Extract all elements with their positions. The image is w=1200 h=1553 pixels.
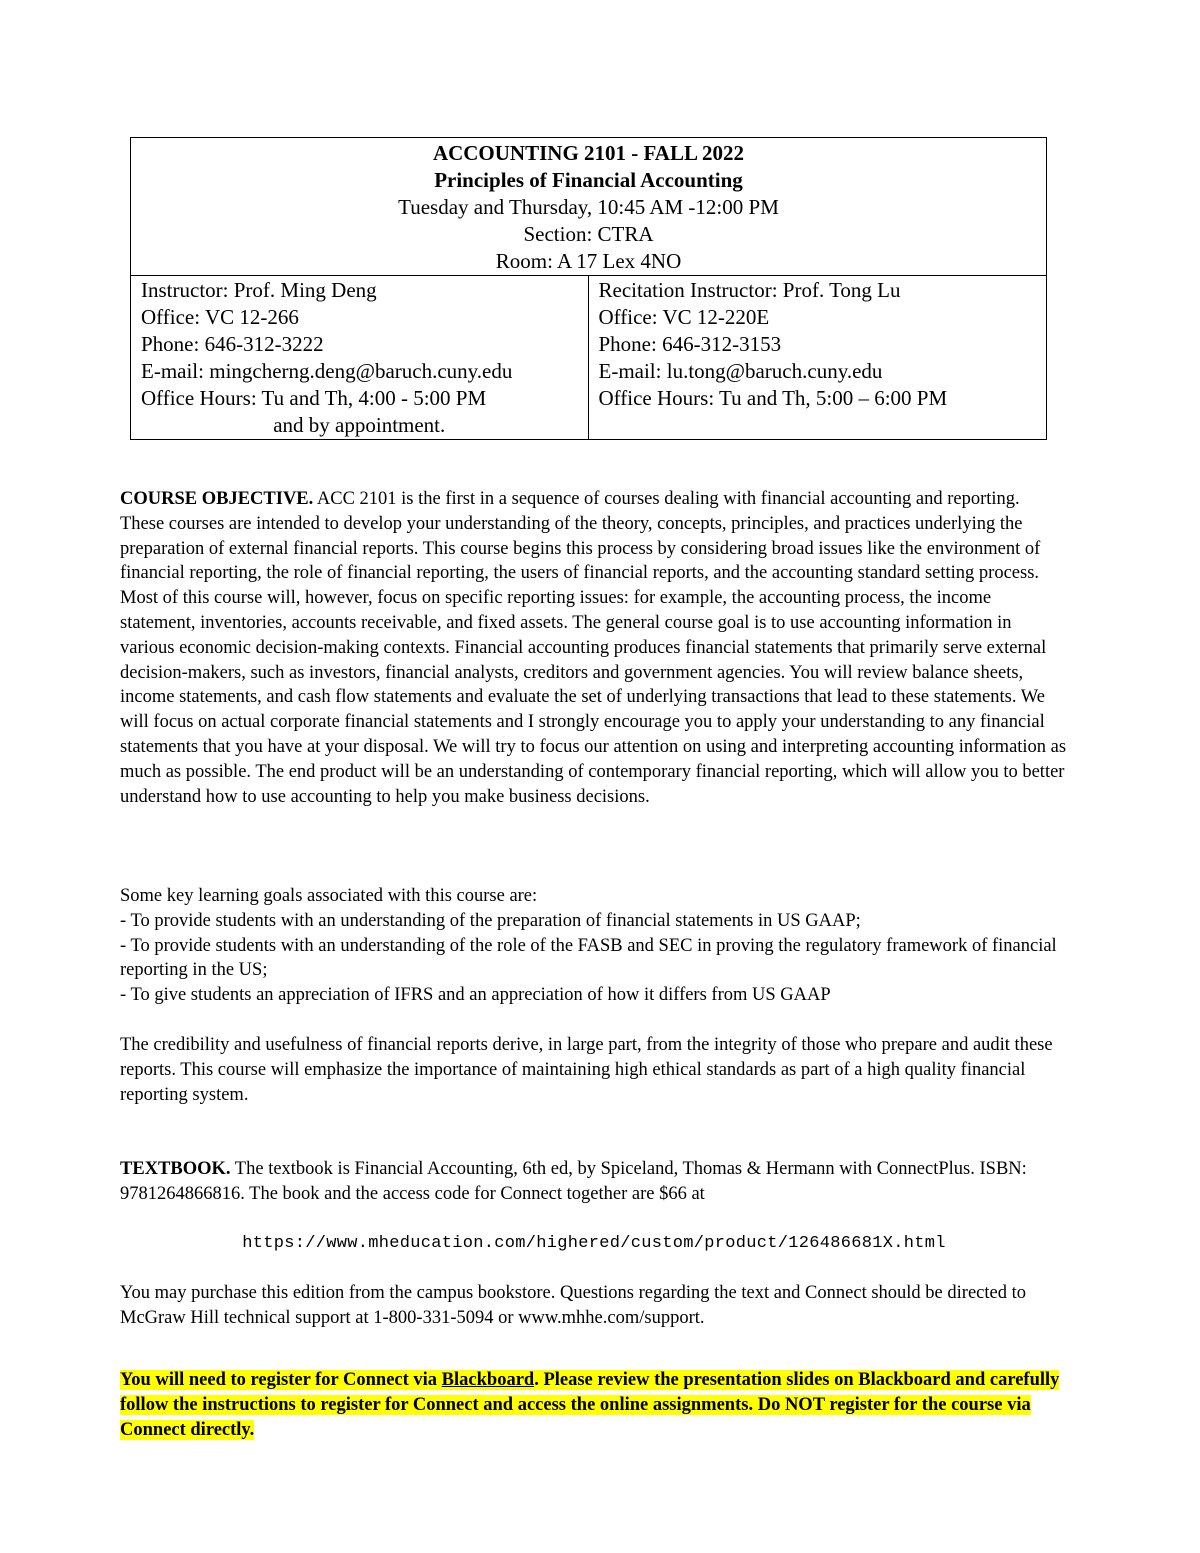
learning-goal-item: - To provide students with an understanding of the role of the FASB and SEC in proving the regulatory framework of financial reporting in the US; (120, 935, 1057, 981)
recitation-phone: Phone: 646-312-3153 (598, 332, 782, 356)
course-room: Room: A 17 Lex 4NO (495, 249, 682, 273)
recitation-office: Office: VC 12-220E (598, 305, 770, 329)
textbook-url[interactable]: https://www.mheducation.com/highered/custom/product/126486681X.html (242, 1234, 946, 1253)
course-objective-text: ACC 2101 is the first in a sequence of courses dealing with financial accounting and reporting. These courses are intended to develop your understanding of the theory, concepts, principles, and practices underlying the preparation of external financial reports. This course begins this process by considering broad issues like the environment of financial reporting, the role of financial reporting, the users of financial reports, and the accounting standard setting process. Most of this course will, however, focus on specific reporting issues: for example, the accounting process, the income statement, inventories, accounts receivable, and fixed assets. The general course goal is to use accounting information in various economic decision-making contexts. Financial accounting produces financial statements that primarily serve external decision-makers, such as investors, financial analysts, creditors and government agencies. You will review balance sheets, income statements, and cash flow statements and evaluate the set of underlying transactions that lead to these statements. We will focus on actual corporate financial statements and I strongly encourage you to apply your understanding to any financial statements that you have at your disposal. We will try to focus our attention on using and interpreting accounting information as much as possible. The end product will be an understanding of contemporary financial reporting, which will allow you to better understand how to use accounting to help you make business decisions. (120, 489, 1067, 807)
course-objective-section (120, 487, 1068, 809)
textbook-text: The textbook is Financial Accounting, 6th ed, by Spiceland, Thomas & Hermann with ConnectPlus. ISBN: 9781264866816. The book and the access code for Connect together are $66 at (120, 1159, 1027, 1204)
course-name: Principles of Financial Accounting (434, 168, 743, 192)
learning-goals-intro: Some key learning goals associated with this course are: (120, 886, 538, 906)
learning-goal-item: - To give students an appreciation of IFRS and an appreciation of how it differs from US GAAP (120, 985, 831, 1006)
instructor-phone: Phone: 646-312-3222 (141, 332, 324, 356)
course-header-box (130, 137, 1047, 440)
textbook-section (120, 1157, 1068, 1207)
course-schedule: Tuesday and Thursday, 10:45 AM -12:00 PM (398, 195, 779, 219)
textbook-paragraph (120, 1157, 1068, 1207)
recitation-hours: Office Hours: Tu and Th, 5:00 – 6:00 PM (598, 386, 948, 410)
course-objective-label: COURSE OBJECTIVE. (120, 489, 314, 509)
instructor-columns (131, 276, 1046, 439)
learning-goals-section (120, 884, 1068, 1008)
recitation-name: Recitation Instructor: Prof. Tong Lu (598, 278, 901, 302)
instructor-info (131, 276, 589, 439)
purchase-section (120, 1281, 1068, 1331)
course-objective-paragraph (120, 487, 1068, 809)
recitation-email: E-mail: lu.tong@baruch.cuny.edu (598, 359, 883, 383)
course-section: Section: CTRA (523, 222, 654, 246)
ethics-paragraph: The credibility and usefulness of financial reports derive, in large part, from the integrity of those who prepare and audit these reports. This course will emphasize the importance of maintaining high ethical standards as part of a high quality financial reporting system. (120, 1035, 1053, 1105)
notice-part-1: You will need to register for Connect via (120, 1370, 442, 1390)
notice-part-2: . Please review the presentation slides on Blackboard and carefully follow the instructions to register for Connect and access the online assignments. Do NOT register for the course via Connect directly. (120, 1370, 1060, 1440)
learning-goal-item: - To provide students with an understanding of the preparation of financial statements in US GAAP; (120, 910, 861, 931)
blackboard-link[interactable]: Blackboard (441, 1370, 535, 1390)
course-title: ACCOUNTING 2101 - FALL 2022 (432, 141, 745, 165)
recitation-instructor-info (589, 276, 1047, 439)
instructor-hours: Office Hours: Tu and Th, 4:00 - 5:00 PM (141, 386, 487, 410)
purchase-paragraph: You may purchase this edition from the campus bookstore. Questions regarding the text and Connect should be directed to McGraw Hill technical support at 1-800-331-5094 or www.mhhe.com/support. (120, 1283, 1026, 1328)
course-info (131, 138, 1046, 276)
instructor-office: Office: VC 12-266 (141, 305, 299, 329)
instructor-hours-extra: and by appointment. (273, 413, 446, 437)
instructor-email: E-mail: mingcherng.deng@baruch.cuny.edu (141, 359, 513, 383)
textbook-label: TEXTBOOK. (120, 1159, 231, 1179)
instructor-name: Instructor: Prof. Ming Deng (141, 278, 377, 302)
connect-notice-section (120, 1368, 1068, 1442)
ethics-section (120, 1033, 1068, 1107)
connect-notice (120, 1368, 1068, 1442)
